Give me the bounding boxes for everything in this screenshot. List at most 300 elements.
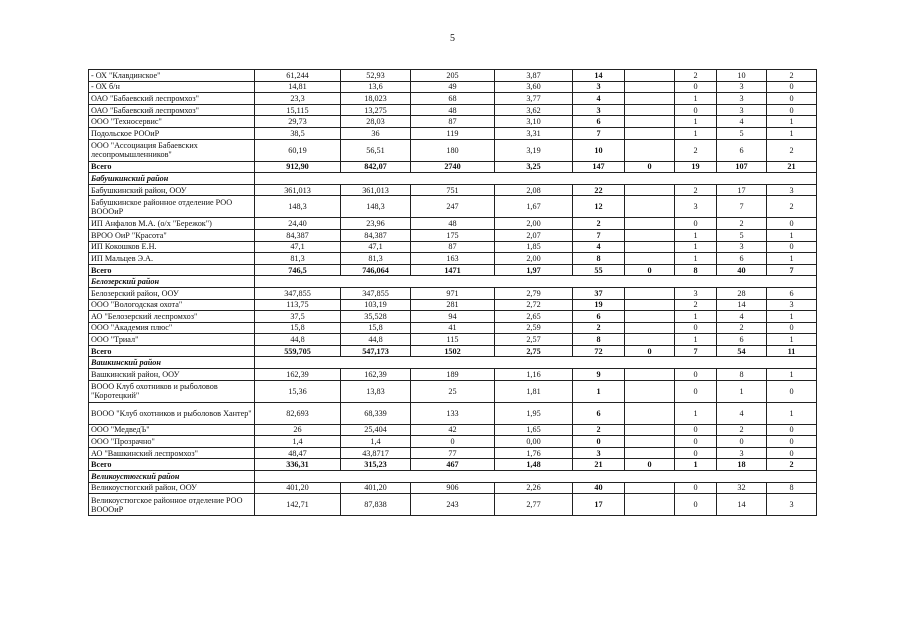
table-row	[89, 299, 817, 311]
value-cell-5: 6	[573, 311, 625, 323]
value-cell-2: 23,96	[341, 218, 411, 230]
value-cell-3: 467	[411, 459, 495, 471]
value-cell-6	[625, 253, 675, 265]
value-cell-2: 15,8	[341, 322, 411, 334]
value-cell-4: 2,75	[495, 345, 573, 357]
value-cell-9: 2	[767, 196, 817, 218]
value-cell-7: 1	[675, 241, 717, 253]
organization-name-cell: ООО "Ассоциация Бабаевских лесопромышленников"	[89, 139, 255, 161]
value-cell-6	[625, 334, 675, 346]
total-row	[89, 161, 817, 173]
table-row	[89, 322, 817, 334]
value-cell-6	[625, 447, 675, 459]
value-cell-6	[625, 402, 675, 424]
value-cell-1: 746,5	[255, 264, 341, 276]
value-cell-3: 971	[411, 287, 495, 299]
value-cell-2: 401,20	[341, 482, 411, 494]
value-cell-8: 2	[717, 322, 767, 334]
value-cell-8: 6	[717, 139, 767, 161]
value-cell-1: 162,39	[255, 369, 341, 381]
value-cell-1: 37,5	[255, 311, 341, 323]
value-cell-7: 1	[675, 402, 717, 424]
value-cell-4: 2,00	[495, 253, 573, 265]
value-cell-9: 8	[767, 482, 817, 494]
value-cell-8: 2	[717, 424, 767, 436]
page-number: 5	[450, 33, 455, 44]
value-cell-5: 147	[573, 161, 625, 173]
value-cell-5: 72	[573, 345, 625, 357]
value-cell-7: 0	[675, 380, 717, 402]
value-cell-3: 189	[411, 369, 495, 381]
value-cell-4: 1,85	[495, 241, 573, 253]
value-cell-7: 0	[675, 482, 717, 494]
value-cell-4: 2,77	[495, 494, 573, 516]
value-cell-1: 15,36	[255, 380, 341, 402]
value-cell-5: 8	[573, 253, 625, 265]
value-cell-2: 103,19	[341, 299, 411, 311]
value-cell-9: 2	[767, 70, 817, 82]
value-cell-4: 3,62	[495, 104, 573, 116]
value-cell-7: 3	[675, 196, 717, 218]
value-cell-8: 5	[717, 127, 767, 139]
value-cell-3: 281	[411, 299, 495, 311]
value-cell-7: 1	[675, 459, 717, 471]
value-cell-7: 0	[675, 436, 717, 448]
value-cell-6	[625, 70, 675, 82]
value-cell-4: 3,31	[495, 127, 573, 139]
table-row	[89, 93, 817, 105]
value-cell-7: 1	[675, 311, 717, 323]
value-cell-3: 906	[411, 482, 495, 494]
table-row	[89, 139, 817, 161]
value-cell-7: 1	[675, 116, 717, 128]
table-row	[89, 494, 817, 516]
value-cell-7: 0	[675, 218, 717, 230]
value-cell-3: 41	[411, 322, 495, 334]
value-cell-1: 81,3	[255, 253, 341, 265]
value-cell-1: 47,1	[255, 241, 341, 253]
value-cell-6	[625, 241, 675, 253]
value-cell-1: 336,31	[255, 459, 341, 471]
table-row	[89, 334, 817, 346]
value-cell-2: 13,83	[341, 380, 411, 402]
value-cell-8: 2	[717, 218, 767, 230]
value-cell-3: 180	[411, 139, 495, 161]
value-cell-2: 47,1	[341, 241, 411, 253]
value-cell-3: 243	[411, 494, 495, 516]
value-cell-8: 4	[717, 311, 767, 323]
organization-name-cell: ОАО "Бабаевский леспромхоз"	[89, 93, 255, 105]
value-cell-1: 82,693	[255, 402, 341, 424]
value-cell-4: 3,60	[495, 81, 573, 93]
value-cell-4: 2,59	[495, 322, 573, 334]
value-cell-7: 2	[675, 184, 717, 196]
value-cell-7: 2	[675, 299, 717, 311]
value-cell-5: 14	[573, 70, 625, 82]
value-cell-8: 3	[717, 93, 767, 105]
value-cell-5: 37	[573, 287, 625, 299]
value-cell-5: 17	[573, 494, 625, 516]
organization-name-cell: Всего	[89, 264, 255, 276]
value-cell-7: 0	[675, 447, 717, 459]
value-cell-4: 3,87	[495, 70, 573, 82]
value-cell-9: 1	[767, 116, 817, 128]
organization-name-cell: ООО "МедведЪ"	[89, 424, 255, 436]
value-cell-1: 23,3	[255, 93, 341, 105]
organization-name-cell: ОАО "Бабаевский леспромхоз"	[89, 104, 255, 116]
value-cell-9: 0	[767, 380, 817, 402]
organization-name-cell: ВООО "Клуб охотников и рыболовов Хантер"	[89, 402, 255, 424]
value-cell-7: 1	[675, 253, 717, 265]
organization-name-cell: АО "Вашкинский леспромхоз"	[89, 447, 255, 459]
value-cell-5: 8	[573, 334, 625, 346]
value-cell-6	[625, 81, 675, 93]
value-cell-2: 162,39	[341, 369, 411, 381]
value-cell-4: 2,65	[495, 311, 573, 323]
value-cell-7: 0	[675, 424, 717, 436]
value-cell-1: 361,013	[255, 184, 341, 196]
value-cell-9: 1	[767, 229, 817, 241]
district-header-row	[89, 173, 817, 185]
organization-name-cell: ООО "Прозрачно"	[89, 436, 255, 448]
value-cell-5: 2	[573, 424, 625, 436]
value-cell-2: 68,339	[341, 402, 411, 424]
table-row	[89, 380, 817, 402]
organization-name-cell: ВРОО ОиР "Красота"	[89, 229, 255, 241]
value-cell-9: 1	[767, 253, 817, 265]
value-cell-3: 1502	[411, 345, 495, 357]
value-cell-8: 3	[717, 104, 767, 116]
value-cell-2: 347,855	[341, 287, 411, 299]
value-cell-5: 12	[573, 196, 625, 218]
value-cell-6	[625, 322, 675, 334]
value-cell-1: 38,5	[255, 127, 341, 139]
value-cell-4: 1,48	[495, 459, 573, 471]
value-cell-9: 0	[767, 447, 817, 459]
value-cell-2: 361,013	[341, 184, 411, 196]
value-cell-6	[625, 184, 675, 196]
table-row	[89, 447, 817, 459]
value-cell-7: 0	[675, 494, 717, 516]
table-row	[89, 196, 817, 218]
total-row	[89, 264, 817, 276]
value-cell-5: 22	[573, 184, 625, 196]
district-header-row	[89, 471, 817, 483]
value-cell-8: 4	[717, 402, 767, 424]
value-cell-5: 19	[573, 299, 625, 311]
value-cell-3: 87	[411, 241, 495, 253]
organization-name-cell: Всего	[89, 345, 255, 357]
value-cell-5: 2	[573, 218, 625, 230]
value-cell-1: 14,81	[255, 81, 341, 93]
value-cell-7: 7	[675, 345, 717, 357]
value-cell-8: 107	[717, 161, 767, 173]
value-cell-9: 1	[767, 127, 817, 139]
value-cell-8: 3	[717, 447, 767, 459]
value-cell-2: 18,023	[341, 93, 411, 105]
value-cell-3: 42	[411, 424, 495, 436]
value-cell-2: 87,838	[341, 494, 411, 516]
value-cell-7: 3	[675, 287, 717, 299]
value-cell-7: 2	[675, 139, 717, 161]
value-cell-1: 48,47	[255, 447, 341, 459]
value-cell-5: 2	[573, 322, 625, 334]
district-name: Вашкинский район	[89, 357, 255, 369]
value-cell-5: 4	[573, 241, 625, 253]
value-cell-1: 61,244	[255, 70, 341, 82]
value-cell-8: 6	[717, 334, 767, 346]
value-cell-1: 15,115	[255, 104, 341, 116]
value-cell-9: 0	[767, 218, 817, 230]
value-cell-5: 4	[573, 93, 625, 105]
organization-name-cell: Бабушкинское районное отделение РОО ВОООиР	[89, 196, 255, 218]
value-cell-1: 24,40	[255, 218, 341, 230]
value-cell-7: 8	[675, 264, 717, 276]
value-cell-6: 0	[625, 459, 675, 471]
value-cell-9: 6	[767, 287, 817, 299]
data-table	[88, 69, 817, 516]
district-header-row	[89, 357, 817, 369]
value-cell-2: 547,173	[341, 345, 411, 357]
value-cell-6	[625, 116, 675, 128]
value-cell-2: 25,404	[341, 424, 411, 436]
district-spacer-cell	[255, 276, 817, 288]
value-cell-8: 7	[717, 196, 767, 218]
value-cell-3: 119	[411, 127, 495, 139]
value-cell-2: 81,3	[341, 253, 411, 265]
value-cell-2: 28,03	[341, 116, 411, 128]
total-row	[89, 459, 817, 471]
organization-name-cell: - ОХ "Клавдинское"	[89, 70, 255, 82]
value-cell-3: 25	[411, 380, 495, 402]
value-cell-4: 2,07	[495, 229, 573, 241]
value-cell-5: 0	[573, 436, 625, 448]
value-cell-2: 13,6	[341, 81, 411, 93]
value-cell-4: 3,25	[495, 161, 573, 173]
value-cell-2: 13,275	[341, 104, 411, 116]
table-row	[89, 184, 817, 196]
value-cell-2: 148,3	[341, 196, 411, 218]
value-cell-9: 1	[767, 402, 817, 424]
value-cell-6	[625, 139, 675, 161]
value-cell-8: 32	[717, 482, 767, 494]
organization-name-cell: АО "Белозерский леспромхоз"	[89, 311, 255, 323]
value-cell-9: 2	[767, 139, 817, 161]
value-cell-7: 19	[675, 161, 717, 173]
value-cell-7: 0	[675, 104, 717, 116]
value-cell-2: 746,064	[341, 264, 411, 276]
table-row	[89, 229, 817, 241]
value-cell-6	[625, 196, 675, 218]
value-cell-4: 1,76	[495, 447, 573, 459]
value-cell-3: 87	[411, 116, 495, 128]
value-cell-5: 10	[573, 139, 625, 161]
value-cell-9: 3	[767, 184, 817, 196]
value-cell-4: 3,77	[495, 93, 573, 105]
value-cell-7: 2	[675, 70, 717, 82]
value-cell-8: 18	[717, 459, 767, 471]
table-row	[89, 311, 817, 323]
value-cell-9: 3	[767, 299, 817, 311]
value-cell-2: 43,8717	[341, 447, 411, 459]
district-spacer-cell	[255, 357, 817, 369]
value-cell-6	[625, 311, 675, 323]
value-cell-5: 1	[573, 380, 625, 402]
value-cell-3: 751	[411, 184, 495, 196]
value-cell-1: 60,19	[255, 139, 341, 161]
value-cell-8: 28	[717, 287, 767, 299]
value-cell-8: 1	[717, 380, 767, 402]
value-cell-3: 77	[411, 447, 495, 459]
value-cell-6	[625, 369, 675, 381]
value-cell-3: 247	[411, 196, 495, 218]
value-cell-3: 163	[411, 253, 495, 265]
table-row	[89, 116, 817, 128]
value-cell-2: 36	[341, 127, 411, 139]
value-cell-6	[625, 229, 675, 241]
table-row	[89, 287, 817, 299]
value-cell-6	[625, 494, 675, 516]
table-row	[89, 218, 817, 230]
value-cell-5: 6	[573, 402, 625, 424]
value-cell-8: 10	[717, 70, 767, 82]
value-cell-2: 315,23	[341, 459, 411, 471]
table-row	[89, 104, 817, 116]
value-cell-5: 3	[573, 104, 625, 116]
value-cell-5: 3	[573, 81, 625, 93]
organization-name-cell: ООО "Вологодская охота"	[89, 299, 255, 311]
value-cell-6	[625, 299, 675, 311]
value-cell-6: 0	[625, 264, 675, 276]
value-cell-4: 2,57	[495, 334, 573, 346]
value-cell-6	[625, 104, 675, 116]
value-cell-4: 1,65	[495, 424, 573, 436]
district-name: Белозерский район	[89, 276, 255, 288]
value-cell-8: 4	[717, 116, 767, 128]
value-cell-1: 559,705	[255, 345, 341, 357]
value-cell-4: 1,16	[495, 369, 573, 381]
value-cell-6: 0	[625, 345, 675, 357]
value-cell-3: 68	[411, 93, 495, 105]
organization-name-cell: ИП Кокошков Е.Н.	[89, 241, 255, 253]
value-cell-6	[625, 436, 675, 448]
value-cell-7: 1	[675, 229, 717, 241]
organization-name-cell: ООО "Триал"	[89, 334, 255, 346]
table-row	[89, 424, 817, 436]
organization-name-cell: Великоустюгский район, ООУ	[89, 482, 255, 494]
organization-name-cell: Всего	[89, 459, 255, 471]
value-cell-1: 912,90	[255, 161, 341, 173]
value-cell-9: 0	[767, 322, 817, 334]
value-cell-1: 29,73	[255, 116, 341, 128]
value-cell-1: 84,387	[255, 229, 341, 241]
value-cell-6	[625, 424, 675, 436]
value-cell-4: 0,00	[495, 436, 573, 448]
value-cell-9: 0	[767, 241, 817, 253]
value-cell-3: 1471	[411, 264, 495, 276]
value-cell-5: 6	[573, 116, 625, 128]
value-cell-3: 94	[411, 311, 495, 323]
value-cell-4: 3,19	[495, 139, 573, 161]
table-row	[89, 241, 817, 253]
organization-name-cell: ООО "Академия плюс"	[89, 322, 255, 334]
district-name: Бабушкинский район	[89, 173, 255, 185]
value-cell-1: 15,8	[255, 322, 341, 334]
value-cell-1: 347,855	[255, 287, 341, 299]
value-cell-5: 55	[573, 264, 625, 276]
value-cell-8: 6	[717, 253, 767, 265]
organization-name-cell: - ОХ б/н	[89, 81, 255, 93]
value-cell-4: 3,10	[495, 116, 573, 128]
value-cell-5: 40	[573, 482, 625, 494]
value-cell-9: 0	[767, 436, 817, 448]
value-cell-2: 84,387	[341, 229, 411, 241]
value-cell-2: 44,8	[341, 334, 411, 346]
value-cell-8: 3	[717, 81, 767, 93]
value-cell-3: 133	[411, 402, 495, 424]
value-cell-7: 1	[675, 127, 717, 139]
table-row	[89, 253, 817, 265]
value-cell-4: 1,97	[495, 264, 573, 276]
value-cell-9: 0	[767, 93, 817, 105]
value-cell-5: 21	[573, 459, 625, 471]
organization-name-cell: Всего	[89, 161, 255, 173]
value-cell-7: 1	[675, 93, 717, 105]
value-cell-5: 3	[573, 447, 625, 459]
value-cell-6	[625, 482, 675, 494]
value-cell-8: 54	[717, 345, 767, 357]
value-cell-9: 0	[767, 81, 817, 93]
value-cell-2: 842,07	[341, 161, 411, 173]
table-row	[89, 369, 817, 381]
value-cell-4: 1,95	[495, 402, 573, 424]
table-row	[89, 482, 817, 494]
value-cell-9: 11	[767, 345, 817, 357]
value-cell-1: 142,71	[255, 494, 341, 516]
value-cell-4: 1,67	[495, 196, 573, 218]
value-cell-1: 1,4	[255, 436, 341, 448]
value-cell-3: 175	[411, 229, 495, 241]
value-cell-8: 17	[717, 184, 767, 196]
table-row	[89, 402, 817, 424]
value-cell-7: 1	[675, 334, 717, 346]
organization-name-cell: ООО "Техносервис"	[89, 116, 255, 128]
value-cell-9: 21	[767, 161, 817, 173]
value-cell-2: 35,528	[341, 311, 411, 323]
value-cell-4: 2,26	[495, 482, 573, 494]
value-cell-4: 2,08	[495, 184, 573, 196]
value-cell-4: 2,79	[495, 287, 573, 299]
value-cell-3: 205	[411, 70, 495, 82]
district-spacer-cell	[255, 471, 817, 483]
table-row	[89, 127, 817, 139]
value-cell-6	[625, 287, 675, 299]
value-cell-7: 0	[675, 81, 717, 93]
organization-name-cell: ИП Мальцев Э.А.	[89, 253, 255, 265]
organization-name-cell: Подольское РООиР	[89, 127, 255, 139]
value-cell-6	[625, 380, 675, 402]
value-cell-8: 8	[717, 369, 767, 381]
value-cell-3: 48	[411, 218, 495, 230]
value-cell-6	[625, 93, 675, 105]
value-cell-1: 401,20	[255, 482, 341, 494]
organization-name-cell: ВООО Клуб охотников и рыболовов "Коротецкий"	[89, 380, 255, 402]
district-header-row	[89, 276, 817, 288]
value-cell-8: 14	[717, 494, 767, 516]
value-cell-4: 2,00	[495, 218, 573, 230]
district-name: Великоустюгский район	[89, 471, 255, 483]
value-cell-1: 26	[255, 424, 341, 436]
